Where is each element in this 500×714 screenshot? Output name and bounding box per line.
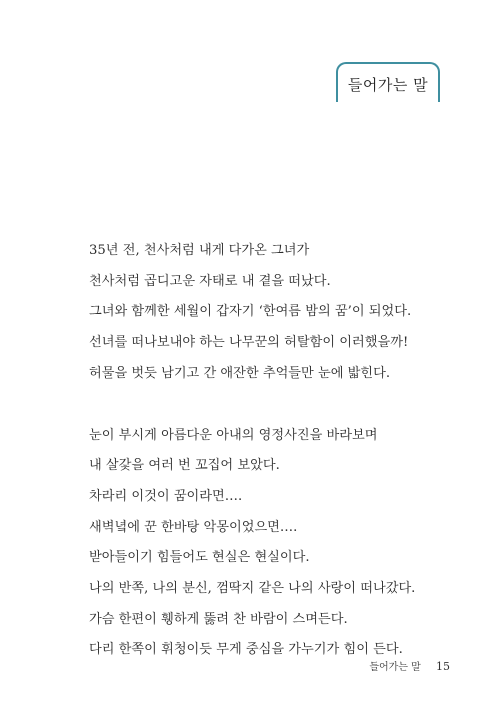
page-footer [330, 658, 450, 673]
text-line: 눈이 부시게 아름다운 아내의 영정사진을 바라보며 [89, 427, 378, 443]
text-line: 가슴 한편이 휑하게 뚫려 찬 바람이 스며든다. [89, 611, 348, 627]
running-title: 들어가는 말 [369, 662, 421, 673]
paragraph [89, 421, 449, 667]
body-text [89, 236, 449, 666]
chapter-heading-title: 들어가는 말 [347, 76, 429, 94]
paragraph [89, 236, 449, 390]
text-line: 나의 반쪽, 나의 분신, 껌딱지 같은 나의 사랑이 떠나갔다. [89, 581, 416, 597]
text-line: 허물을 벗듯 남기고 간 애잔한 추억들만 눈에 밟힌다. [89, 365, 391, 381]
text-line: 차라리 이것이 꿈이라면…. [89, 488, 243, 504]
text-line: 내 살갗을 여러 번 꼬집어 보았다. [89, 458, 280, 474]
text-line: 천사처럼 곱디고운 자태로 내 곁을 떠났다. [89, 273, 331, 289]
text-line: 받아들이기 힘들어도 현실은 현실이다. [89, 550, 310, 566]
text-line: 그녀와 함께한 세월이 갑자기 ‘한여름 밤의 꿈’이 되었다. [89, 304, 412, 320]
text-line: 35년 전, 천사처럼 내게 다가온 그녀가 [89, 243, 310, 258]
text-line: 다리 한쪽이 휘청이듯 무게 중심을 가누기가 힘이 든다. [89, 642, 403, 658]
text-line: 선녀를 떠나보내야 하는 나무꾼의 허탈함이 이러했을까! [89, 335, 409, 351]
paragraph-spacer [89, 390, 449, 421]
page-number: 15 [436, 660, 450, 673]
text-line: 새벽녘에 꾼 한바탕 악몽이었으면…. [89, 519, 298, 535]
chapter-heading-box [336, 62, 440, 102]
